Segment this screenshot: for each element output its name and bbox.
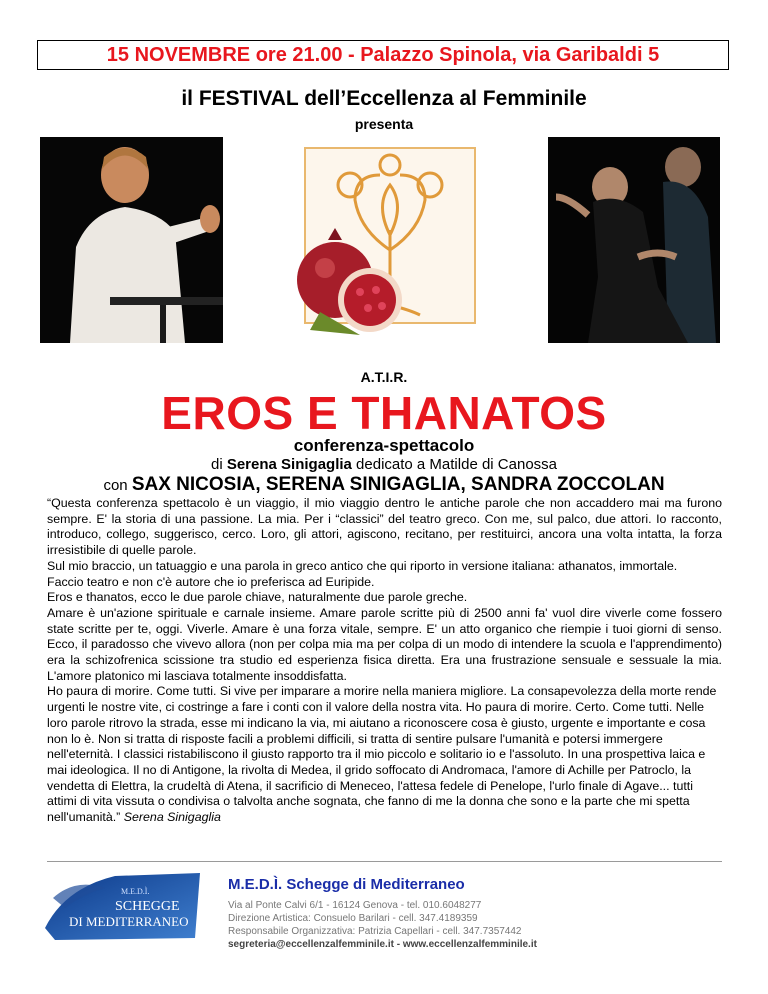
presenta-label: presenta [354, 116, 414, 132]
paragraph-last-text: Ho paura di morire. Come tutti. Si vive per imparare a morire nella maniera migliore. La consapevolezza della morte rende urgenti le nostre vite, ci costringe a fare i conti con il valore della nostra vita. Ho paura di morire. Certo. Come tutti. Nelle loro parole ritrovo la strada, esse mi indicano la via, mi aiutano a riconoscere cosa è giusto, urgente e importante e cosa non lo è. Non si tratta di risposte facili a problemi difficili, si tratta di sentire pulsare l'umanità e potersi immergere nell'eternità. I classici ristabiliscono il giusto rapporto tra il mio piccolo e solitario io e l'assoluto. In una prospettiva laica e mai ideologica. Il no di Antigone, la rivolta di Medea, il grido soffocato di Andromaca, l'amore di Achille per Patroclo, la vendetta di Elettra, la crudeltà di Atena, il sacrificio di Meneceo, l'attesa fedele di Penelope, l'urlo finale di Agave... tutti attimi di vita vissuta o condivisa o talvolta anche sognata, che fanno di me la donna che sono e la parte che mi spetta nell'umanità.” [47, 684, 717, 825]
organizational-manager: Responsabile Organizzativa: Patrizia Capellari - cell. 347.7357442 [228, 926, 522, 937]
organizer-name: M.E.D.Ì. Schegge di Mediterraneo [228, 876, 465, 893]
paragraph: Amare è un'azione spirituale e carnale insieme. Amare parole scritte più di 2500 anni fa' vuol dire viverle come fossero state scritte per te, oggi. Viverle. Amare è una forza vitale, sempre. E' un atto organico che riempie i tuoi giorni di senso. Ecco, il paradosso che vivevo allora (non per colpa mia ma per colpa di un modo di intendere la scuola e l'apprendimento) era la schizofrenica scissione tra studio ed esperienza fisica diretta. Era una frustrazione sensuale e sessuale la mia. L'amore platonico mi lasciava totalmente insoddisfatta. [47, 605, 722, 683]
festival-heading: il FESTIVAL dell’Eccellenza al Femminile [181, 87, 587, 110]
event-banner: 15 NOVEMBRE ore 21.00 - Palazzo Spinola, via Garibaldi 5 [37, 40, 729, 70]
paragraph-last [47, 684, 722, 825]
company-label: A.T.I.R. [360, 369, 408, 385]
logo-line1: SCHEGGE [115, 899, 180, 914]
photo-actors-right [548, 137, 720, 343]
author-pre: di [210, 456, 227, 473]
med-logo [45, 868, 205, 943]
show-title: EROS E THANATOS [161, 387, 607, 439]
contact-links[interactable]: segreteria@eccellenzalfemminile.it - www.eccellenzalfemminile.it [228, 939, 537, 950]
organizer-address: Via al Ponte Calvi 6/1 - 16124 Genova - tel. 010.6048277 [228, 900, 482, 911]
author-post: dedicato a Matilde di Canossa [351, 456, 557, 473]
cast-names: SAX NICOSIA, SERENA SINIGAGLIA, SANDRA ZOCCOLAN [131, 474, 665, 495]
paragraph: Faccio teatro e non c'è autore che io preferisca ad Euripide. [47, 574, 375, 589]
cast-line [0, 474, 768, 496]
logo-line2: DI MEDITERRANEO [69, 914, 189, 929]
artistic-direction: Direzione Artistica: Consuelo Barilari - cell. 347.4189359 [228, 913, 478, 924]
pomegranate-tree-logo [280, 140, 480, 340]
signature: Serena Sinigaglia [123, 810, 221, 825]
paragraph: Eros e thanatos, ecco le due parole chiave, naturalmente due parole greche. [47, 590, 468, 605]
cast-pre: con [103, 477, 132, 494]
author-name: Serena Sinigaglia [226, 456, 352, 473]
paragraph: Sul mio braccio, un tatuaggio e una parola in greco antico che qui riporto in versione italiana: athanatos, immortale. [47, 558, 678, 573]
description-body [47, 496, 722, 826]
logo-small-text: M.E.D.Ì. [121, 887, 150, 896]
show-subtitle: conferenza-spettacolo [293, 436, 475, 455]
author-line [0, 456, 768, 473]
divider [47, 861, 722, 862]
photo-actress-left [40, 137, 223, 343]
organizer-info [228, 876, 728, 951]
paragraph: “Questa conferenza spettacolo è un viaggio, il mio viaggio dentro le antiche parole che non accaddero mai ma furono sempre. E' la storia di una passione. La mia. Per i “classici” del teatro greco. Con me, sul palco, due attori. Io racconto, introduco, collego, suggerisco, cerco. Loro, gli attori, agiscono, recitano, per restituirci, ancora una volta intatta, la forza irresistibile di quelle parole. [47, 496, 722, 558]
